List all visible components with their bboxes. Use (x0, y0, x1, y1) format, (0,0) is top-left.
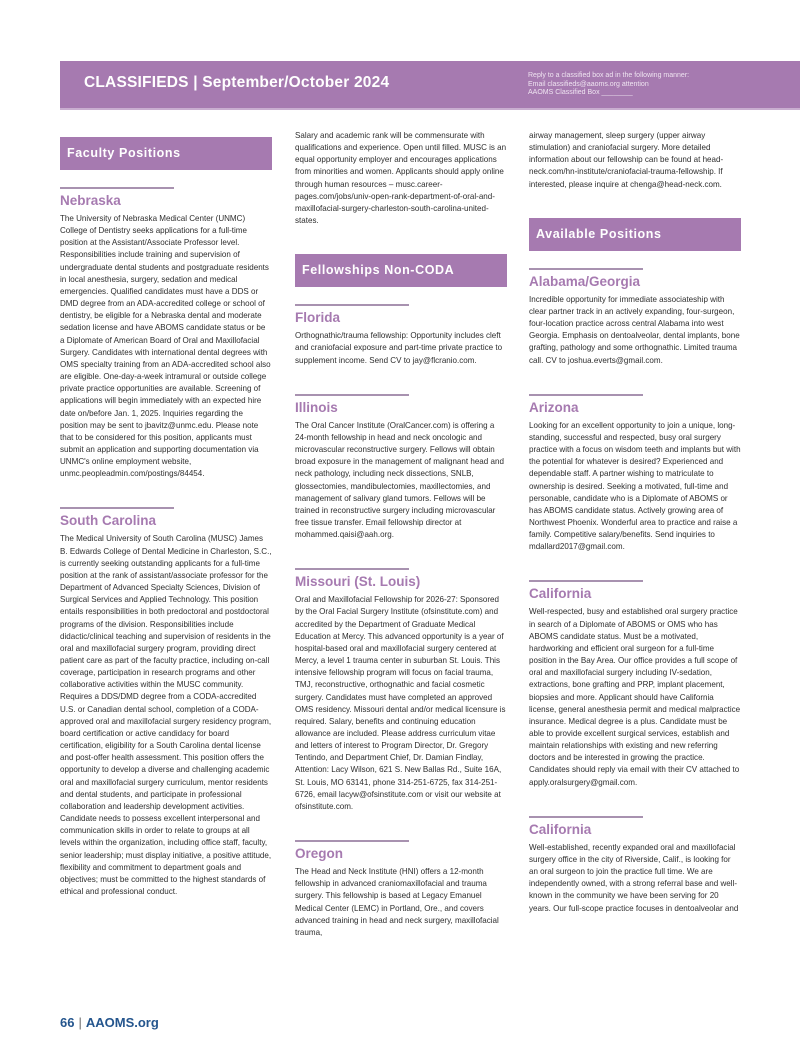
ad-text: The Oral Cancer Institute (OralCancer.com) is offering a 24-month fellowship in head and neck oncologic and microvascular reconstructive surgery. Fellows will obtain broad exposure in the management of malignant head and neck pathology, including neck dissections, SNLB, glossectomies, mandibulectomies, maxillectomies, and management of salivary gland tumors. Fellows will be trained in reconstructive surgery including microvascular free tissue transfer. Email fellowship director at mohammed.qaisi@aah.org. (295, 420, 504, 540)
section-header-fellowships-non-coda: Fellowships Non-CODA (295, 254, 507, 287)
ad-text: The University of Nebraska Medical Center (UNMC) College of Dentistry seeks applications for a full-time position at the Assistant/Associate Professor level. Responsibilities include training and supervision of undergraduate dental students and postgraduate residents in local anesthesia, surgery, sedation and medical emergencies. Qualified candidates must have a DDS or DMD degree from an ADA-accredited college or school of dentistry, be eligible for a Nebraska dental and moderate sedation license and have ABOMS candidate status or be a Diplomate of American Board of Oral and Maxillofacial Surgery. Candidates with international dental degrees with OMS specialty training from an ADA-accredited school also are eligible. One-day-a-week intramural or outside college private practice opportunities are available. Screening of applications will begin immediately with an expected hire date on/before Jan. 1, 2025. Inquiries regarding the position may be sent to jbavitz@unmc.edu. Please note that to be considered for this position, applicants must submit an application and supporting documentation via UNMC's online employment website, unmc.peopleadmin.com/postings/84454. (60, 214, 271, 479)
banner-title: CLASSIFIEDS | September/October 2024 (84, 74, 390, 91)
section-header-faculty-positions: Faculty Positions (60, 137, 272, 170)
region-divider (295, 568, 409, 570)
column-2 (295, 130, 507, 939)
region-divider (60, 507, 174, 509)
region-divider (295, 394, 409, 396)
region-heading: Illinois (295, 399, 338, 415)
region-divider (295, 840, 409, 842)
ad-text: Looking for an excellent opportunity to join a unique, long-standing, successful and respected, busy oral surgery practice with a focus on wisdom teeth and implants but with the potential for whatever is desired? Experienced and dependable staff. A partner wishing to matriculate to ownership is desired. Seeking a motivated, full-time and personable, candidate who is a Diplomate of ABOMS or has ABOMS candidate status. Actively growing area of Northwest Phoenix. Wonderful area to practice and raise a family. Competitive salary/benefits. Send inquiries to mdallard2017@gmail.com. (529, 420, 741, 552)
ad-text: The Medical University of South Carolina (MUSC) James B. Edwards College of Dental Medicine in Charleston, S.C., is currently seeking outstanding applicants for a full-time position at the rank of assistant/associate professor for the Department of Advanced Specialty Sciences, Division of Surgical Services and Applied Technology. This position entails responsibilities in both predoctoral and postdoctoral programs of the division. Responsibilities include didactic/clinical teaching and supervision of residents in the oral and maxillofacial surgery program, providing direct patient care as part of the faculty practice, including on-call coverage, participation in research programs and other collaborative activities within the MUSC community. Requires a DDS/DMD degree from a CODA-accredited U.S. or Canadian dental school, completion of a CODA-approved oral and maxillofacial surgery residency program, board certification or active candidacy for board certification, eligibility for a South Carolina dental license and post-offer health assessment. This position offers the opportunity to develop a diverse and challenging academic oral and maxillofacial surgery curriculum, mentor residents and dental students, and participate in professional collaboration and leadership development activities. Candidate needs to possess excellent interpersonal and communication skills in order to relate to groups at all levels within the organization, including office staff, faculty, senior leadership; must display initiative, a positive attitude, flexibility and commitment to department goals and objectives; must be committed to the highest standards of ethical and professional conduct. (60, 534, 272, 896)
region-heading: Nebraska (60, 193, 121, 208)
reply-line: AAOMS Classified Box ________ (528, 89, 633, 97)
ad-text: Orthognathic/trauma fellowship: Opportunity includes cleft and craniofacial exposure and part-time private practice to supplement income. Send CV to jay@flcranio.com. (295, 331, 503, 365)
region-heading: South Carolina (60, 513, 157, 529)
region-heading: California (529, 821, 592, 837)
column-1 (60, 130, 272, 898)
region-divider (529, 580, 643, 582)
page-footer (60, 1015, 159, 1030)
section-header-available-positions: Available Positions (529, 218, 741, 251)
region-divider (529, 394, 643, 396)
ad-text-continued: airway management, sleep surgery (upper airway stimulation) and craniofacial surgery. More detailed information about our fellowship can be found at head-neck.com/hn-institute/craniofacial-trauma-fellowship. If interested, please inquire at chenga@head-neck.com. (529, 131, 724, 189)
ad-text: Oral and Maxillofacial Fellowship for 2026-27: Sponsored by the Oral Facial Surgery Institute (ofsinstitute.com) and accredited by the Department of Graduate Medical Education at Mercy. This advanced opportunity is a year of hospital-based oral and maxillofacial surgery centered at Mercy, a level 1 trauma center in suburban St. Louis. This intensive fellowship program will focus on facial trauma, TMJ, reconstructive, orthognathic and facial cosmetic surgery. Candidates must have completed an approved OMS residency. Missouri dental and/or medical licensure is required. Salary, benefits and continuing education allowance are included. Please address curriculum vitae and letters of interest to Program Director, Dr. Gregory Tentindo, and Department Chief, Dr. Damian Findlay, Attention: Lacy Wilson, 621 S. New Ballas Rd., Suite 16A, St. Louis, MO 63141, phone 314-251-6725, fax 314-251-6726, email lacyw@ofsinstitute.com or visit our website at ofsinstitute.com. (295, 595, 506, 811)
ad-text-continued: Salary and academic rank will be commensurate with qualifications and experience. Open until filled. MUSC is an equal opportunity employer and encourages applications from minorities and women. Applicants should apply online through human resources – musc.career-pages.com/jobs/univ-open-rank-department-of-oral-and-maxillofacial-surgery-charleston-south-carolina-united-states. (295, 131, 507, 226)
ad-alabama-georgia (529, 268, 741, 367)
region-divider (529, 816, 643, 818)
ad-missouri (295, 568, 507, 813)
classifieds-banner (60, 61, 800, 110)
ad-illinois (295, 394, 507, 542)
reply-instructions (528, 72, 689, 98)
ad-text: Incredible opportunity for immediate associateship with clear partner track in an actively expanding, four-surgeon, four-location practice across central Alabama into west Georgia. Emphasis on dentoalveolar, dental implants, bone grafting, pathology and some orthognathic. Limited trauma call. CV to joshua.everts@gmail.com. (529, 294, 740, 365)
region-heading: Missouri (St. Louis) (295, 574, 421, 590)
region-divider (60, 187, 174, 189)
column-3 (529, 130, 741, 915)
reply-line: Reply to a classified box ad in the following manner: (528, 72, 690, 79)
ad-california-bay-area (529, 580, 741, 788)
ad-oregon (295, 840, 507, 939)
ad-nebraska (60, 187, 272, 480)
ad-florida (295, 304, 507, 366)
region-heading: Florida (295, 310, 341, 326)
ad-south-carolina (60, 507, 272, 898)
footer-separator: | (78, 1015, 82, 1030)
region-heading: Arizona (529, 399, 579, 415)
ad-text: The Head and Neck Institute (HNI) offers a 12-month fellowship in advanced craniomaxillofacial and trauma surgery. This fellowship is based at Legacy Emanuel Medical Center (LEMC) in Portland, Ore., and covers advanced training in head and neck surgery, maxillofacial trauma, (295, 867, 499, 937)
region-divider (529, 268, 643, 270)
ad-text: Well-established, recently expanded oral and maxillofacial surgery office in the city of Riverside, Calif., is looking for an oral surgeon to join the practice full time. We are independently owned, with a strong referral base and well-known in the community we have been serving for 20 years. Our full-scope practice focuses in dentoalveolar and (529, 842, 739, 913)
ad-arizona (529, 394, 741, 554)
site-link[interactable]: AAOMS.org (85, 1015, 159, 1030)
ad-california-riverside (529, 816, 741, 915)
region-heading: Oregon (295, 846, 344, 862)
reply-line: Email classifieds@aaoms.org attention (528, 80, 649, 88)
ad-text: Well-respected, busy and established oral surgery practice in search of a Diplomate of ABOMS or OMS who has ABOMS candidate status. Must be a motivated, hardworking and efficient oral surgeon for a full-time position in the Bay Area. Our office provides a full scope of oral and maxillofacial surgery including IV-sedation, extractions, bone grafting and PRP, implant placement, biopsies and more. Applicant should have California license, general anesthesia permit and medical malpractice insurance. Medical degree is a plus. Candidate must be able to provide excellent surgical services, establish and maintain relationships with existing and new referring doctors and be interested in growing the practice. Candidates should reply via email with their CV attached to apply.oralsurgery@gmail.com. (529, 607, 741, 787)
region-divider (295, 304, 409, 306)
region-heading: California (529, 586, 592, 602)
region-heading: Alabama/Georgia (529, 273, 641, 289)
page-number: 66 (60, 1015, 75, 1030)
